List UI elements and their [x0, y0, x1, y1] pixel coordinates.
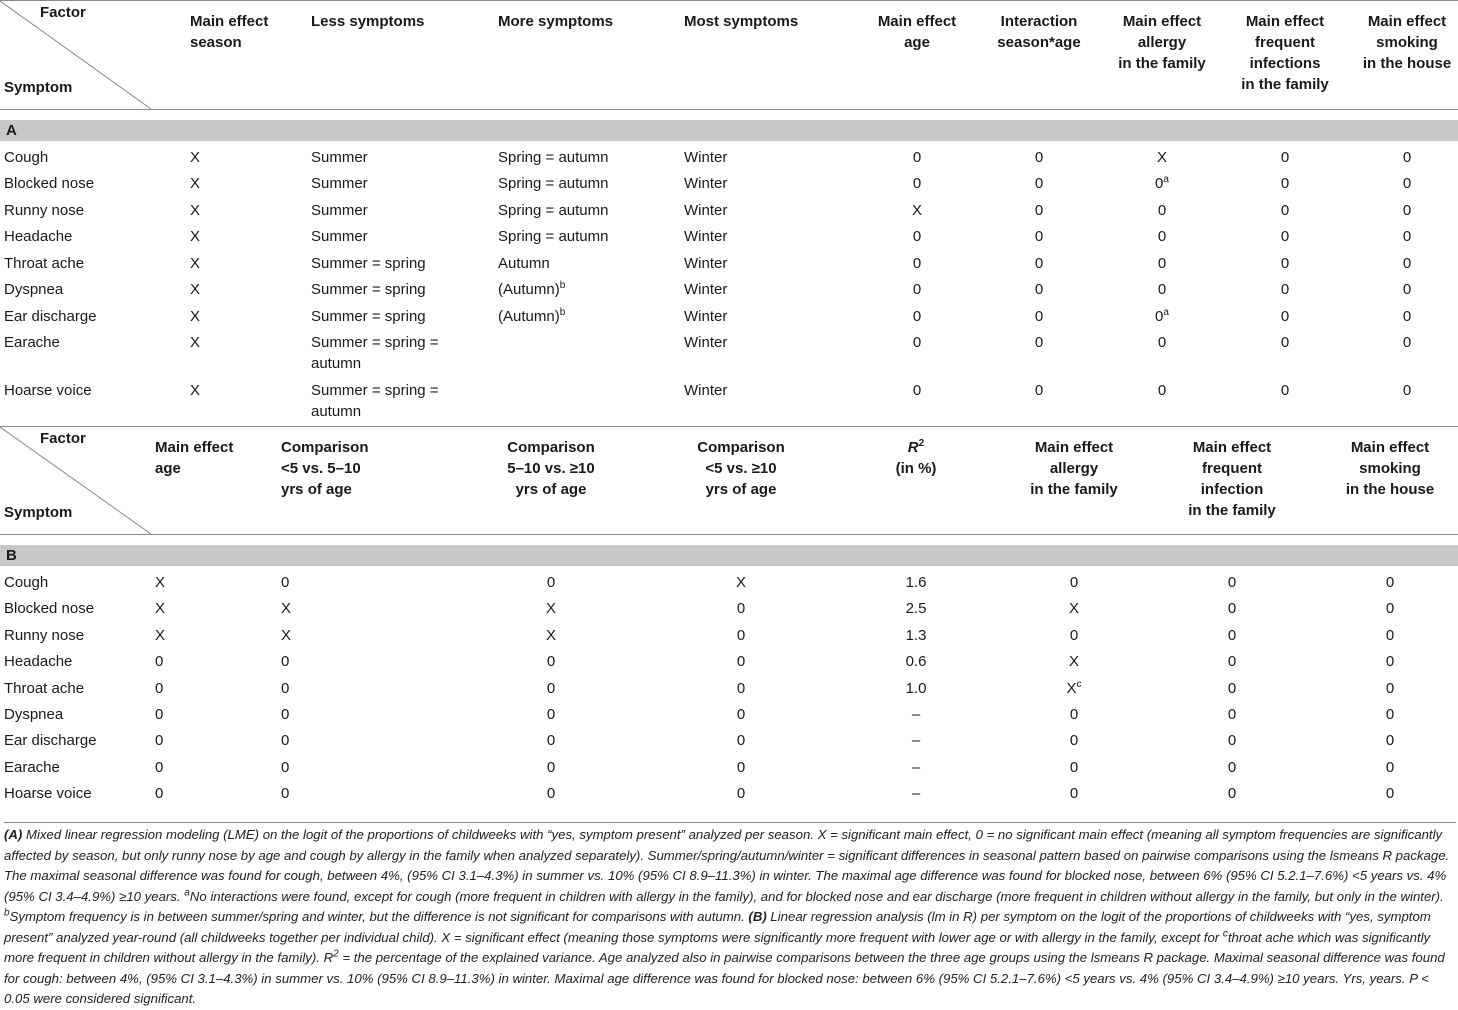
symptom-cell: Cough	[4, 149, 49, 166]
smoking-cell: 0	[1385, 785, 1395, 802]
interaction-cell: 0	[1034, 228, 1044, 245]
column-header: Comparison <5 vs. ≥10 yrs of age	[697, 439, 785, 498]
column-header: Main effect season	[190, 13, 269, 51]
symptom-cell: Throat ache	[4, 255, 85, 272]
c2-cell: 0	[546, 706, 556, 723]
c3-cell: X	[735, 574, 746, 591]
age-cell: 0	[155, 680, 164, 697]
less-cell: Summer = spring = autumn	[311, 334, 439, 372]
interaction-cell: 0	[1034, 255, 1044, 272]
interaction-cell: 0	[1034, 175, 1044, 192]
symptom-cell: Throat ache	[4, 680, 85, 697]
more-cell: Spring = autumn	[498, 149, 609, 166]
less-cell: Summer	[311, 149, 368, 166]
c1-cell: X	[281, 600, 292, 617]
infection-cell: 0	[1227, 627, 1237, 644]
symptom-cell: Dyspnea	[4, 706, 64, 723]
infections-cell: 0	[1280, 175, 1290, 192]
smoking-cell: 0	[1385, 653, 1395, 670]
allergy-cell: 0	[1069, 759, 1079, 776]
symptom-cell: Headache	[4, 228, 73, 245]
column-header: Main effect smoking in the house	[1362, 13, 1452, 72]
interaction-cell: 0	[1034, 149, 1044, 166]
age-cell: 0	[912, 308, 922, 325]
more-cell: Spring = autumn	[498, 228, 609, 245]
c2-cell: 0	[546, 680, 556, 697]
allergy-cell: X	[1156, 149, 1167, 166]
age-cell: X	[155, 627, 166, 644]
table-b-header	[0, 426, 1458, 535]
allergy-cell: 0	[1069, 732, 1079, 749]
section-band-a	[0, 120, 1458, 141]
symptom-cell: Earache	[4, 334, 60, 351]
c2-cell: 0	[546, 785, 556, 802]
interaction-cell: 0	[1034, 308, 1044, 325]
most-cell: Winter	[684, 202, 728, 219]
corner-factor-label: Factor	[40, 4, 86, 21]
c1-cell: 0	[281, 785, 290, 802]
corner-symptom-label: Symptom	[4, 504, 73, 521]
infection-cell: 0	[1227, 759, 1237, 776]
most-cell: Winter	[684, 255, 728, 272]
infections-cell: 0	[1280, 202, 1290, 219]
column-header: Main effect age	[155, 439, 234, 477]
c2-cell: 0	[546, 732, 556, 749]
infection-cell: 0	[1227, 600, 1237, 617]
allergy-cell: X	[1068, 653, 1079, 670]
allergy-cell: 0	[1157, 202, 1167, 219]
most-cell: Winter	[684, 149, 728, 166]
c3-cell: 0	[736, 785, 746, 802]
allergy-cell: 0	[1157, 255, 1167, 272]
age-cell: 0	[912, 175, 922, 192]
allergy-cell: $X^c$	[1066, 679, 1082, 697]
age-cell: 0	[912, 281, 922, 298]
interaction-cell: 0	[1034, 281, 1044, 298]
smoking-cell: 0	[1402, 255, 1412, 272]
symptom-cell: Dyspnea	[4, 281, 64, 298]
age-cell: 0	[155, 706, 164, 723]
allergy-cell: X	[1068, 600, 1079, 617]
symptom-cell: Runny nose	[4, 627, 85, 644]
symptom-cell: Runny nose	[4, 202, 85, 219]
interaction-cell: 0	[1034, 334, 1044, 351]
table-footnote: (A) Mixed linear regression modeling (LME) on the logit of the proportions of childweeks with “yes, symptom present” analyzed per season. X = significant main effect, 0 = no significant main effect (meaning all symptom frequencies are significantly affected by season, but only runny nose by age and cough by allergy in the family when analyzed separately). Summer/spring/autumn/winter = significant differences in seasonal pattern based on pairwise comparisons using the lsmeans R package. The maximal seasonal difference was found for cough, between 4%, (95% CI 3.1–4.3%) in summer vs. 10% (95% CI 8.9–11.3%) in winter. The maximal age difference was found for blocked nose, between 6% (95% CI 5.2.1–7.6%) <5 years vs. 4% (95% CI 3.4–4.9%) ≥10 years. $^a$No interactions were found, except for cough (more frequent in children with allergy in the family), and for blocked nose and ear discharge (more frequent in children without allergy in the family, but only in the winter). $^b$Symptom frequency is in between summer/spring and winter, but the difference is not significant for comparisons with autumn. (B) Linear regression analysis (lm in R) per symptom on the logit of the proportions of childweeks with “yes, symptom present” analyzed year-round (all childweeks together per individual child). X = significant effect (meaning those symptoms were significantly more frequent with lower age or with allergy in the family, except for $^c$throat ache which was significantly more frequent in children without allergy in the family). $R^2$ = the percentage of the explained variance. Age analyzed also in pairwise comparisons between the three age groups using the lsmeans R package. Maximal seasonal difference was found for cough: between 4%, (95% CI 3.1–4.3%) in summer vs. 10% (95% CI 8.9–11.3%) in winter. Maximal age difference was found for blocked nose: between 6% (95% CI 5.2.1–7.6%) <5 years vs. 4% (95% CI 3.4–4.9%) ≥10 years. Yrs, years. P < 0.05 were considered significant.	[4, 822, 1456, 1010]
allergy-cell: 0	[1069, 574, 1079, 591]
smoking-cell: 0	[1385, 732, 1395, 749]
allergy-cell: 0	[1069, 706, 1079, 723]
r2-cell: –	[911, 732, 921, 749]
c1-cell: 0	[281, 706, 290, 723]
c3-cell: 0	[736, 653, 746, 670]
allergy-cell: 0$^a$	[1155, 307, 1169, 325]
c1-cell: 0	[281, 732, 290, 749]
column-header: Main effect frequent infection in the family	[1188, 439, 1276, 519]
r2-cell: 1.6	[905, 574, 927, 591]
symptom-cell: Blocked nose	[4, 175, 95, 192]
smoking-cell: 0	[1385, 759, 1395, 776]
infection-cell: 0	[1227, 574, 1237, 591]
allergy-cell: 0	[1069, 785, 1079, 802]
age-cell: 0	[155, 732, 164, 749]
age-cell: X	[155, 574, 166, 591]
age-cell: 0	[912, 228, 922, 245]
section-label: A	[6, 122, 17, 139]
symptom-cell: Hoarse voice	[4, 785, 92, 802]
column-header: $R^2$ (in %)	[895, 438, 937, 477]
infections-cell: 0	[1280, 255, 1290, 272]
most-cell: Winter	[684, 228, 728, 245]
c3-cell: 0	[736, 600, 746, 617]
infections-cell: 0	[1280, 334, 1290, 351]
c3-cell: 0	[736, 759, 746, 776]
most-cell: Winter	[684, 382, 728, 399]
section-band-b	[0, 545, 1458, 566]
allergy-cell: 0	[1157, 334, 1167, 351]
most-cell: Winter	[684, 175, 728, 192]
age-cell: 0	[912, 149, 922, 166]
smoking-cell: 0	[1402, 308, 1412, 325]
age-cell: 0	[155, 653, 164, 670]
c3-cell: 0	[736, 680, 746, 697]
infections-cell: 0	[1280, 281, 1290, 298]
smoking-cell: 0	[1402, 281, 1412, 298]
season-cell: X	[190, 228, 201, 245]
more-cell: Autumn	[498, 255, 550, 272]
column-header: More symptoms	[498, 13, 614, 30]
c2-cell: 0	[546, 653, 556, 670]
more-cell: Spring = autumn	[498, 175, 609, 192]
more-cell: (Autumn)$^b$	[498, 280, 566, 298]
symptom-cell: Hoarse voice	[4, 382, 92, 399]
c1-cell: 0	[281, 680, 290, 697]
infection-cell: 0	[1227, 653, 1237, 670]
interaction-cell: 0	[1034, 202, 1044, 219]
allergy-cell: 0	[1157, 382, 1167, 399]
symptom-cell: Ear discharge	[4, 308, 97, 325]
allergy-cell: 0	[1157, 281, 1167, 298]
smoking-cell: 0	[1402, 382, 1412, 399]
c2-cell: 0	[546, 574, 556, 591]
allergy-cell: 0	[1157, 228, 1167, 245]
infection-cell: 0	[1227, 732, 1237, 749]
season-cell: X	[190, 308, 201, 325]
column-header: Comparison 5–10 vs. ≥10 yrs of age	[507, 439, 595, 498]
column-header: Main effect allergy in the family	[1118, 13, 1206, 72]
less-cell: Summer	[311, 202, 368, 219]
smoking-cell: 0	[1402, 175, 1412, 192]
corner-symptom-label: Symptom	[4, 79, 73, 96]
r2-cell: –	[911, 706, 921, 723]
c3-cell: 0	[736, 732, 746, 749]
r2-cell: 1.3	[905, 627, 927, 644]
infection-cell: 0	[1227, 706, 1237, 723]
less-cell: Summer	[311, 228, 368, 245]
c2-cell: X	[545, 627, 556, 644]
smoking-cell: 0	[1385, 627, 1395, 644]
most-cell: Winter	[684, 281, 728, 298]
column-header: Main effect frequent infections in the family	[1241, 13, 1329, 93]
most-cell: Winter	[684, 308, 728, 325]
interaction-cell: 0	[1034, 382, 1044, 399]
c2-cell: X	[545, 600, 556, 617]
column-header: Main effect age	[877, 13, 957, 51]
infections-cell: 0	[1280, 228, 1290, 245]
c1-cell: X	[281, 627, 292, 644]
most-cell: Winter	[684, 334, 728, 351]
season-cell: X	[190, 202, 201, 219]
smoking-cell: 0	[1385, 706, 1395, 723]
c1-cell: 0	[281, 759, 290, 776]
infection-cell: 0	[1227, 680, 1237, 697]
symptom-cell: Cough	[4, 574, 49, 591]
season-cell: X	[190, 382, 201, 399]
r2-cell: 1.0	[905, 680, 927, 697]
age-cell: 0	[155, 785, 164, 802]
age-cell: X	[155, 600, 166, 617]
c1-cell: 0	[281, 653, 290, 670]
c3-cell: 0	[736, 627, 746, 644]
c3-cell: 0	[736, 706, 746, 723]
season-cell: X	[190, 281, 201, 298]
r2-cell: 2.5	[905, 600, 927, 617]
age-cell: 0	[912, 382, 922, 399]
smoking-cell: 0	[1385, 574, 1395, 591]
c2-cell: 0	[546, 759, 556, 776]
symptom-cell: Ear discharge	[4, 732, 97, 749]
season-cell: X	[190, 149, 201, 166]
season-cell: X	[190, 334, 201, 351]
infections-cell: 0	[1280, 382, 1290, 399]
r2-cell: –	[911, 785, 921, 802]
column-header: Main effect allergy in the family	[1030, 439, 1118, 498]
more-cell: Spring = autumn	[498, 202, 609, 219]
infections-cell: 0	[1280, 149, 1290, 166]
symptom-cell: Blocked nose	[4, 600, 95, 617]
table-a-header	[0, 0, 1458, 110]
column-header: Less symptoms	[311, 13, 425, 30]
less-cell: Summer = spring = autumn	[311, 382, 439, 420]
allergy-cell: 0$^a$	[1155, 174, 1169, 192]
less-cell: Summer = spring	[311, 308, 426, 325]
allergy-cell: 0	[1069, 627, 1079, 644]
smoking-cell: 0	[1385, 680, 1395, 697]
less-cell: Summer = spring	[311, 281, 426, 298]
c1-cell: 0	[281, 574, 290, 591]
less-cell: Summer	[311, 175, 368, 192]
smoking-cell: 0	[1385, 600, 1395, 617]
section-label: B	[6, 547, 17, 564]
age-cell: 0	[155, 759, 164, 776]
less-cell: Summer = spring	[311, 255, 426, 272]
smoking-cell: 0	[1402, 202, 1412, 219]
r2-cell: –	[911, 759, 921, 776]
season-cell: X	[190, 175, 201, 192]
symptom-cell: Earache	[4, 759, 60, 776]
age-cell: X	[911, 202, 922, 219]
corner-factor-label: Factor	[40, 430, 86, 447]
infections-cell: 0	[1280, 308, 1290, 325]
column-header: Main effect smoking in the house	[1345, 439, 1435, 498]
smoking-cell: 0	[1402, 228, 1412, 245]
more-cell: (Autumn)$^b$	[498, 307, 566, 325]
column-header: Comparison <5 vs. 5–10 yrs of age	[281, 439, 369, 498]
column-header: Most symptoms	[684, 13, 799, 30]
age-cell: 0	[912, 255, 922, 272]
infection-cell: 0	[1227, 785, 1237, 802]
symptom-cell: Headache	[4, 653, 73, 670]
column-header: Interaction season*age	[997, 13, 1081, 51]
smoking-cell: 0	[1402, 149, 1412, 166]
season-cell: X	[190, 255, 201, 272]
age-cell: 0	[912, 334, 922, 351]
r2-cell: 0.6	[905, 653, 927, 670]
smoking-cell: 0	[1402, 334, 1412, 351]
